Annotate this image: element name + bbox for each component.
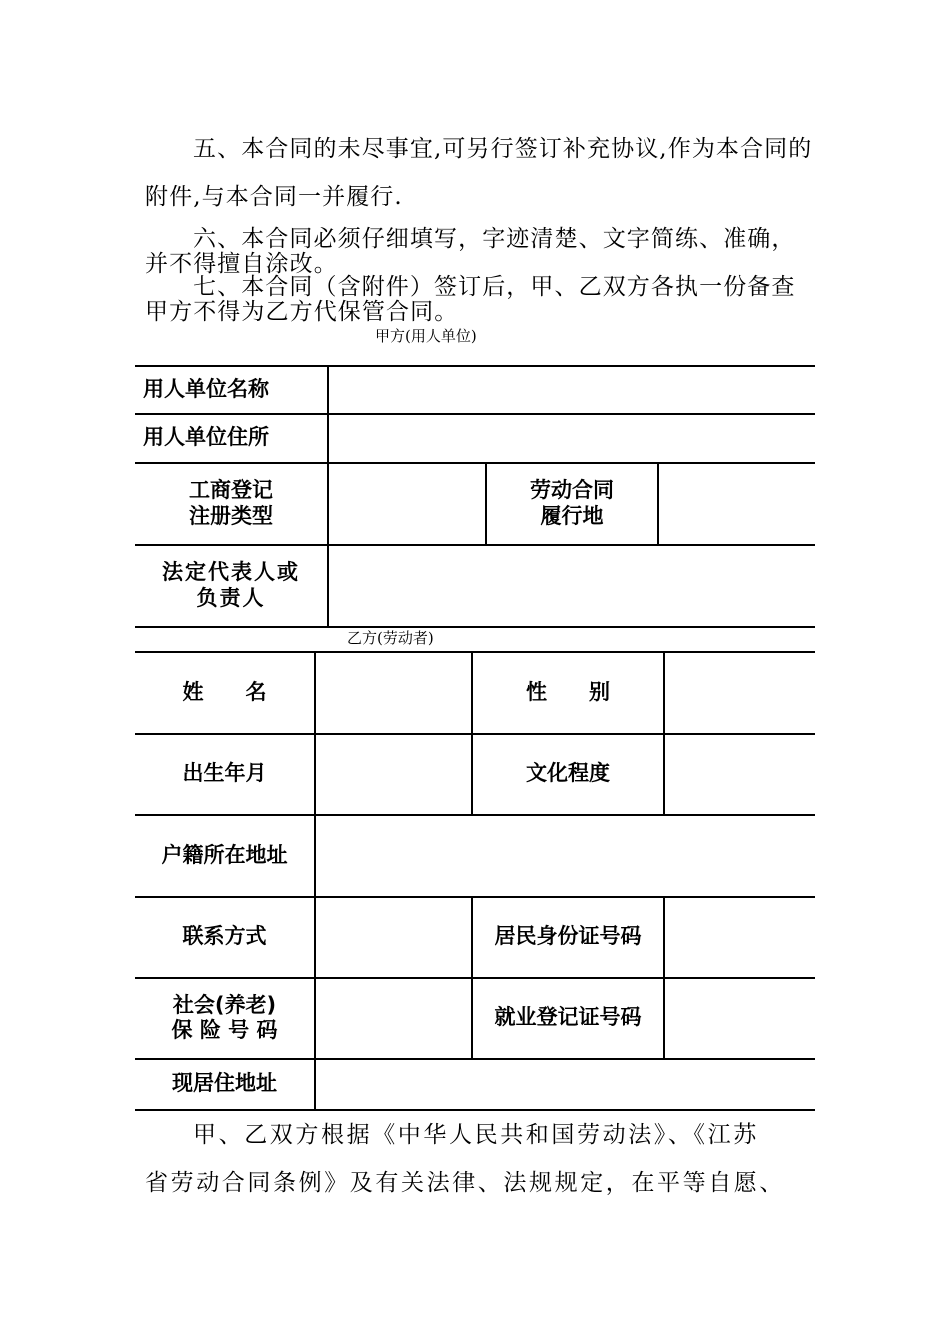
- performance-place-label-line-2: 履行地: [540, 503, 604, 528]
- birth-date-label: 出生年月: [182, 761, 267, 786]
- insurance-number-label: [135, 978, 314, 1058]
- registration-type-label-line-1: 工商登记: [189, 478, 273, 503]
- insurance-number-label-line-1: 社会(养老): [172, 992, 277, 1017]
- gender-field[interactable]: [665, 652, 815, 733]
- clause-6-line-2: 并不得擅自涂改。: [145, 251, 338, 277]
- performance-place-field[interactable]: [659, 463, 815, 544]
- name-field[interactable]: [316, 652, 471, 733]
- birth-date-field[interactable]: [316, 734, 471, 814]
- household-address-label: 户籍所在地址: [161, 842, 288, 867]
- id-number-label: 居民身份证号码: [494, 924, 642, 949]
- preamble-line-2: 省劳动合同条例》及有关法律、法规规定，在平等自愿、: [145, 1170, 785, 1196]
- clause-7-line-1: 七、本合同（含附件）签订后，甲、乙双方各执一份备查: [193, 274, 796, 300]
- legal-representative-field[interactable]: [329, 545, 815, 626]
- residence-address-label: 现居住地址: [172, 1071, 277, 1096]
- education-field[interactable]: [665, 734, 815, 814]
- legal-representative-label-line-1: 法定代表人或: [162, 560, 300, 585]
- unit-address-field[interactable]: [329, 414, 815, 462]
- party-a-caption: 甲方(用人单位): [375, 327, 477, 345]
- gender-label: 性 别: [526, 679, 610, 704]
- clause-6-line-1: 六、本合同必须仔细填写，字迹清楚、文字简练、准确，: [193, 226, 796, 252]
- contact-label: 联系方式: [182, 924, 267, 949]
- employment-reg-field[interactable]: [665, 978, 815, 1058]
- insurance-number-field[interactable]: [316, 978, 471, 1058]
- registration-type-field[interactable]: [329, 463, 485, 544]
- registration-type-label-line-2: 注册类型: [189, 503, 273, 528]
- legal-representative-label: [135, 545, 327, 626]
- household-address-field[interactable]: [316, 815, 815, 896]
- id-number-field[interactable]: [665, 897, 815, 977]
- residence-address-field[interactable]: [316, 1059, 815, 1109]
- clause-5-line-1: 五、本合同的未尽事宜,可另行签订补充协议,作为本合同的: [193, 136, 813, 162]
- unit-name-label: 用人单位名称: [143, 376, 269, 401]
- party-b-caption: 乙方(劳动者): [347, 629, 434, 647]
- unit-name-field[interactable]: [329, 366, 815, 413]
- education-label: 文化程度: [526, 761, 610, 786]
- preamble-line-1: 甲、乙双方根据《中华人民共和国劳动法》、《江苏: [193, 1122, 759, 1148]
- performance-place-label-line-1: 劳动合同: [530, 478, 614, 503]
- registration-type-label: [135, 463, 327, 544]
- legal-representative-label-line-2: 负责人: [196, 585, 266, 610]
- insurance-number-label-line-2: 保 险 号 码: [171, 1018, 278, 1042]
- clause-5-line-2: 附件,与本合同一并履行.: [145, 184, 403, 210]
- clause-7-line-2: 甲方不得为乙方代保管合同。: [145, 299, 459, 325]
- name-label: 姓 名: [182, 679, 267, 704]
- performance-place-label: [487, 463, 657, 544]
- unit-address-label: 用人单位住所: [143, 425, 269, 450]
- contact-field[interactable]: [316, 897, 471, 977]
- employment-reg-label: 就业登记证号码: [494, 1005, 642, 1030]
